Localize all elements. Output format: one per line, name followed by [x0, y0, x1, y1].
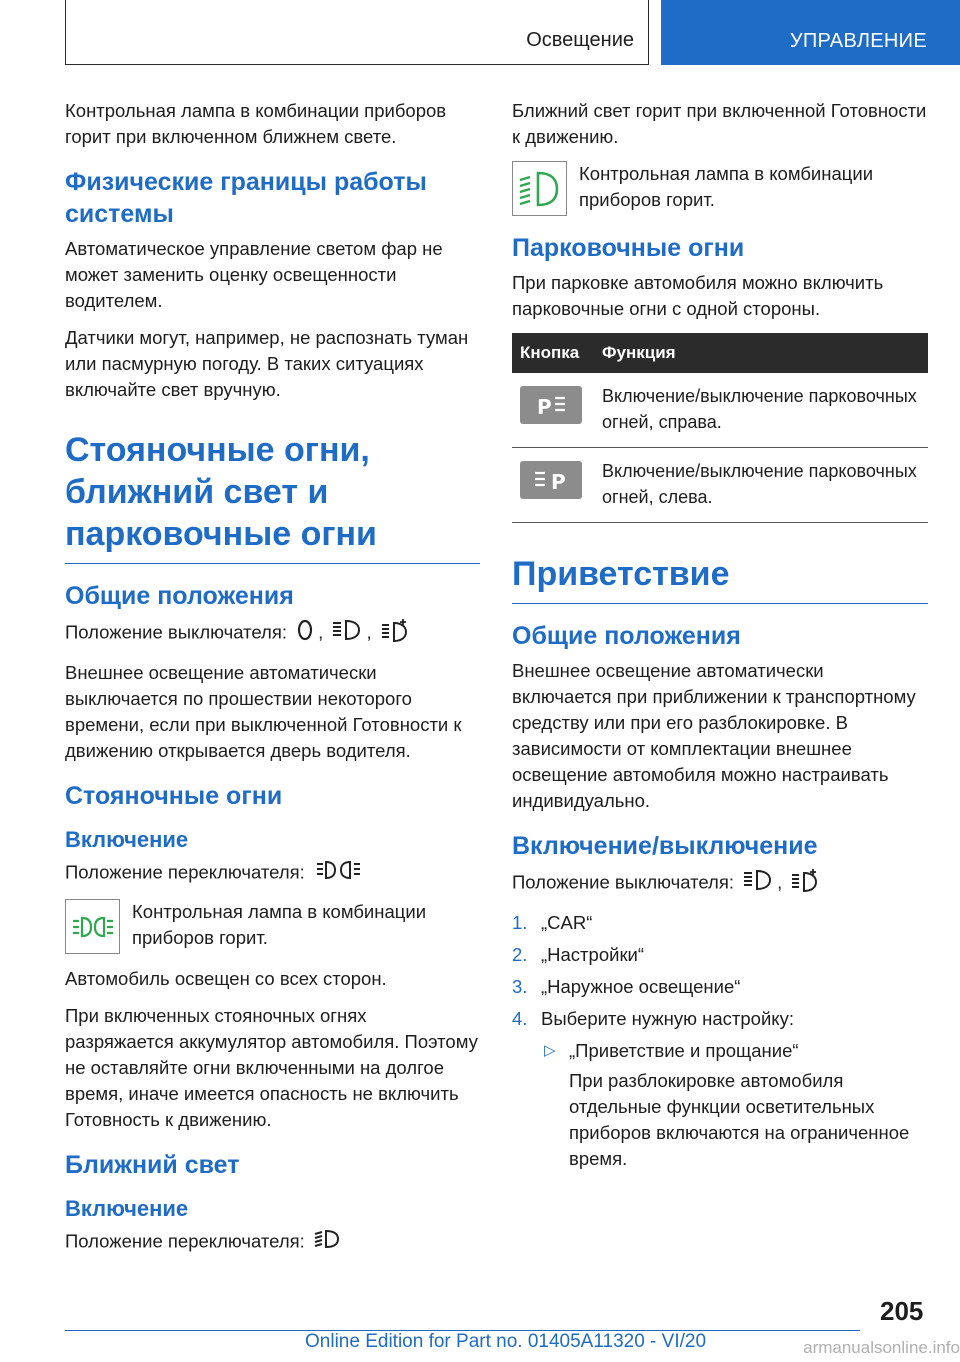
auto-headlight-icon: [332, 618, 362, 649]
parking-lights-text: При парковке автомобиля можно включить парковочные огни с одной стороны.: [512, 272, 884, 319]
heading-general-left: Общие положения: [65, 582, 294, 610]
heading-main: Стояночные огни, ближний свет и парковочные огни: [65, 429, 480, 564]
triangle-bullet-icon: ▷: [544, 1042, 556, 1059]
heading-welcome: Приветствие: [512, 553, 928, 604]
parking-right-icon[interactable]: [520, 386, 582, 424]
low-beam-text: Ближний свет горит при включенной Готовности к движению.: [512, 100, 927, 147]
heading-low-beam: Ближний свет: [65, 1151, 240, 1179]
limits-text-1: Автоматическое управление светом фар не может заменить оценку освещенности водителем.: [65, 238, 443, 311]
step-text: Выберите нужную настройку:: [541, 1008, 794, 1029]
low-beam-icon: [314, 1228, 342, 1257]
header-section-title: Освещение: [526, 29, 634, 51]
table-cell-button: [512, 448, 594, 523]
step-number: 4.: [512, 1008, 528, 1029]
parking-left-icon[interactable]: [520, 461, 582, 499]
step-number: 1.: [512, 912, 528, 933]
page-number: 205: [880, 1296, 924, 1326]
indicator-text-2: Контрольная лампа в комбинации приборов горит.: [579, 163, 874, 210]
table-row: [512, 373, 928, 448]
intro-text: Контрольная лампа в комбинации приборов горит при включенном ближнем свете.: [65, 100, 447, 147]
step-text: „Настройки“: [541, 944, 645, 965]
heading-onoff: Включение/выключение: [512, 832, 818, 860]
watermark: armanualsonline.info: [803, 1338, 960, 1357]
header-section-box: [65, 0, 649, 65]
heading-on-2: Включение: [65, 1196, 189, 1221]
battery-text: При включенных стояночных огнях разряжается аккумулятор автомобиля. Поэтому не оставляйте огни включенными на долгое время, иначе имеется опасность не включить Готовность к движению.: [65, 1005, 478, 1130]
comma-3: ,: [777, 871, 783, 893]
step-text: „Наружное освещение“: [541, 976, 741, 997]
list-item: [512, 974, 928, 1000]
indicator-parking: [65, 899, 480, 954]
limits-text-2: Датчики могут, например, не распознать туман или пасмурную погоду. В таких ситуациях включайте свет вручную.: [65, 327, 469, 400]
switch-0-icon: [296, 618, 314, 649]
list-item: [512, 1006, 928, 1032]
heading-general-right: Общие положения: [512, 622, 741, 650]
general-text-left: Внешнее освещение автоматически выключается по прошествии некоторого времени, если при выключенной Готовности к движению открывается дверь водителя.: [65, 662, 462, 761]
parking-indicator-icon: [65, 899, 120, 954]
steps-list: [512, 910, 928, 1032]
switch-line-1: [65, 859, 480, 888]
list-item: [512, 910, 928, 936]
heading-limits: Физические границы работы системы: [65, 168, 427, 228]
indicator-text-1: Контрольная лампа в комбинации приборов горит.: [132, 901, 427, 948]
table-header-row: [512, 333, 928, 373]
svg-text:P: P: [537, 395, 552, 418]
switch-positions-line: [65, 618, 480, 649]
right-column: [512, 98, 928, 1172]
heading-on-1: Включение: [65, 827, 189, 852]
welcome-text: Внешнее освещение автоматически включается при приближении к транспортному средству или при его разблокировке. В зависимости от комплектации внешнее освещение автомобиля можно настраивать индивидуально.: [512, 660, 916, 811]
indicator-low-beam: [512, 161, 928, 216]
sub-item: [512, 1038, 928, 1172]
switch-label-2: Положение переключателя:: [65, 1230, 305, 1252]
parking-light-icon: [314, 859, 364, 888]
auto-headlight-plus-icon: [381, 618, 411, 649]
sub-item-text: При разблокировке автомобиля отдельные функции осветительных приборов включаются на ограниченное время.: [569, 1070, 910, 1169]
heading-parking-lights: Парковочные огни: [512, 234, 745, 262]
table-cell-button: [512, 373, 594, 448]
switch-label-1: Положение переключателя:: [65, 861, 305, 883]
parking-lights-table: [512, 333, 928, 523]
svg-text:P: P: [551, 470, 566, 493]
switch-positions-line-right: [512, 868, 928, 899]
step-number: 3.: [512, 976, 528, 997]
list-item: [512, 942, 928, 968]
left-column: [65, 98, 480, 1268]
step-number: 2.: [512, 944, 528, 965]
auto-headlight-icon: [743, 868, 773, 899]
table-header-button: Кнопка: [512, 333, 594, 373]
header-chapter-tab: [661, 0, 960, 65]
all-sides-text: Автомобиль освещен со всех сторон.: [65, 968, 387, 989]
auto-headlight-plus-icon: [791, 868, 821, 899]
low-beam-indicator-icon: [512, 161, 567, 216]
switch-line-2: [65, 1228, 480, 1257]
table-cell-function: Включение/выключение парковочных огней, слева.: [594, 448, 928, 523]
sub-item-title: „Приветствие и прощание“: [569, 1040, 799, 1061]
comma-2: ,: [366, 621, 372, 643]
header-chapter-title: УПРАВЛЕНИЕ: [789, 30, 927, 52]
switch-positions-label: Положение выключателя:: [65, 621, 288, 643]
table-row: [512, 448, 928, 523]
step-text: „CAR“: [541, 912, 593, 933]
table-header-function: Функция: [594, 333, 928, 373]
footer-edition: Online Edition for Part no. 01405A11320 - VI/20: [305, 1331, 707, 1352]
comma-1: ,: [318, 621, 324, 643]
table-cell-function: Включение/выключение парковочных огней, справа.: [594, 373, 928, 448]
switch-positions-label-right: Положение выключателя:: [512, 871, 735, 893]
heading-parking: Стояночные огни: [65, 782, 283, 810]
